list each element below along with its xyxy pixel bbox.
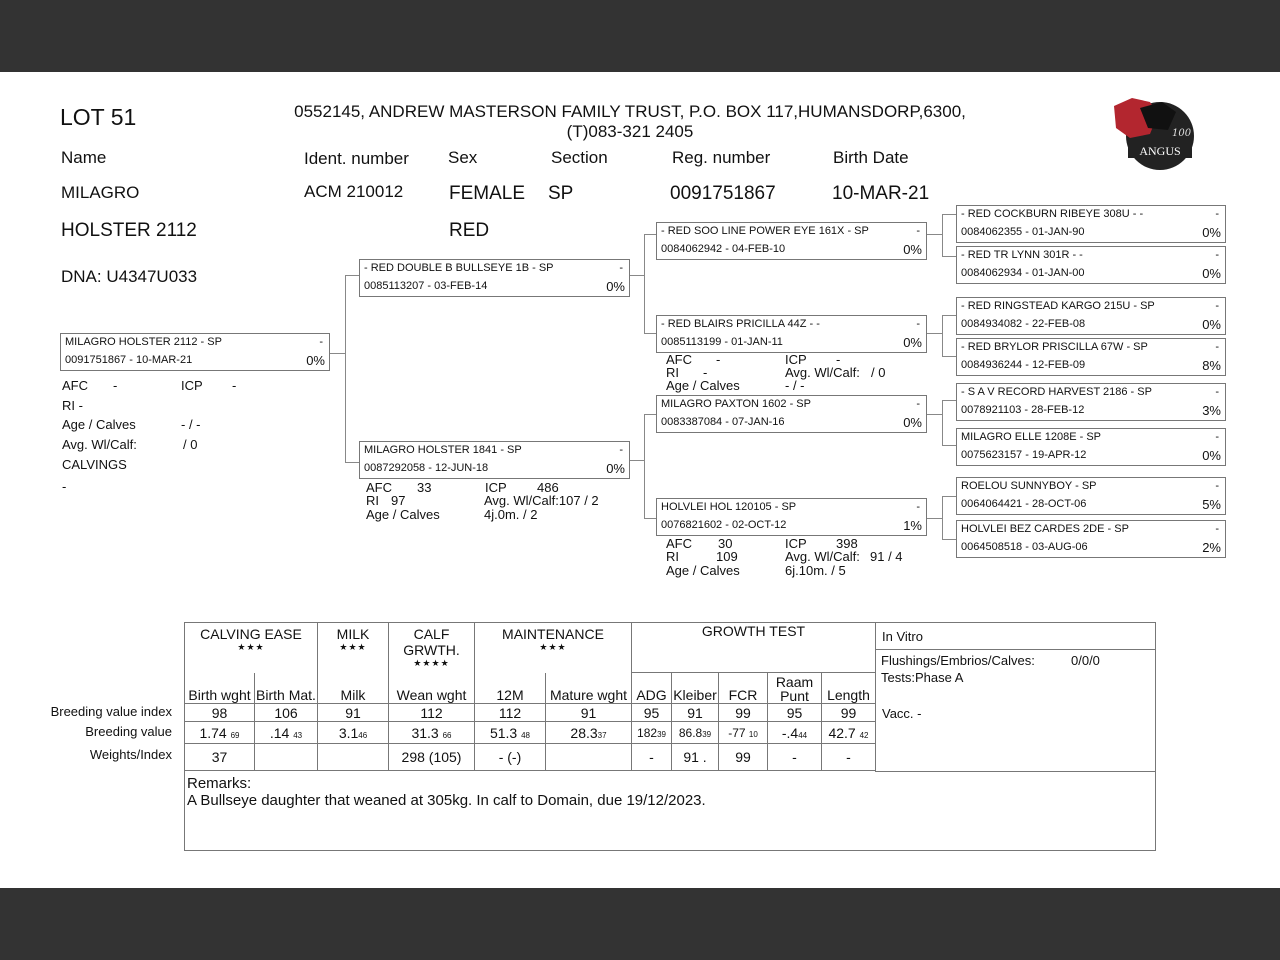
gg-reg: 0084934082 - 22-FEB-08 — [961, 318, 1086, 330]
dam-sire-name: MILAGRO PAXTON 1602 - SP — [661, 398, 811, 410]
dam-flag: - — [619, 444, 623, 456]
weight-cell: 91 . — [672, 744, 719, 771]
sire-dam-ri-label: RI — [666, 365, 679, 380]
gg-name: - RED COCKBURN RIBEYE 308U - - — [961, 208, 1144, 220]
connector — [345, 275, 346, 463]
viewer-bottom-bar — [0, 888, 1280, 960]
gg-pct: 0% — [1202, 266, 1221, 281]
connector — [942, 445, 956, 446]
col-header: ADG — [632, 673, 672, 704]
sire-dam-name: - RED BLAIRS PRICILLA 44Z - - — [661, 318, 820, 330]
connector — [629, 460, 644, 461]
subject-age-value: - / - — [181, 417, 201, 432]
great-grandparent-box[interactable] — [956, 477, 1226, 515]
gg-pct: 3% — [1202, 403, 1221, 418]
dam-avg: Avg. Wl/Calf:107 / 2 — [484, 493, 599, 508]
great-grandparent-box[interactable] — [956, 520, 1226, 558]
group-calving — [185, 623, 318, 673]
gg-name: ROELOU SUNNYBOY - SP — [961, 480, 1097, 492]
animal-name-2: HOLSTER 2112 — [61, 220, 197, 241]
weight-cell — [546, 744, 632, 771]
dam-ri-label: RI — [366, 493, 379, 508]
pedigree-page — [0, 72, 1280, 888]
dam-age-label: Age / Calves — [366, 507, 440, 522]
bv-accuracy: 48 — [521, 730, 531, 740]
weights-row — [185, 744, 876, 771]
gg-pct: 0% — [1202, 317, 1221, 332]
dam-sire-flag: - — [916, 398, 920, 410]
weight-cell: - — [768, 744, 822, 771]
index-cell: 112 — [389, 704, 475, 722]
dam-dam-icp-value: 398 — [836, 536, 858, 551]
gg-flag: - — [1215, 300, 1219, 312]
group-milk — [318, 623, 389, 673]
great-grandparent-box[interactable] — [956, 246, 1226, 284]
dam-dam-flag: - — [916, 501, 920, 513]
sire-dam-afc-label: AFC — [666, 352, 692, 367]
great-grandparent-box[interactable] — [956, 338, 1226, 376]
subject-avg-value: / 0 — [183, 437, 198, 452]
bv-cell — [389, 722, 475, 744]
gg-flag: - — [1215, 480, 1219, 492]
gg-reg: 0078921103 - 28-FEB-12 — [961, 404, 1085, 416]
connector — [644, 234, 656, 235]
great-grandparent-box[interactable] — [956, 428, 1226, 466]
bv-cell — [632, 722, 672, 744]
connector — [926, 414, 942, 415]
connector — [942, 214, 956, 215]
remarks-text: A Bullseye daughter that weaned at 305kg. In calf to Domain, due 19/12/2023. — [187, 792, 706, 809]
bv-accuracy: 39 — [702, 729, 712, 739]
divider — [876, 649, 1155, 650]
subject-ri: RI - — [62, 398, 83, 413]
remarks-label: Remarks: — [187, 775, 252, 792]
group-maint-label: MAINTENANCE — [502, 626, 604, 642]
calving-stars: ★★★ — [237, 642, 265, 652]
dam-dam-icp-label: ICP — [785, 536, 807, 551]
sire-reg: 0085113207 - 03-FEB-14 — [364, 280, 488, 292]
row-label-index: Breeding value index — [50, 704, 172, 719]
col-header: Kleiber — [672, 673, 719, 704]
group-calving-label: CALVING EASE — [200, 626, 302, 642]
bv-value: 86.8 — [678, 725, 703, 740]
flushings-value: 0/0/0 — [1071, 653, 1100, 668]
connector — [926, 518, 942, 519]
milk-stars: ★★★ — [339, 642, 367, 652]
dam-icp-label: ICP — [485, 480, 507, 495]
gg-reg: 0064064421 - 28-OCT-06 — [961, 498, 1087, 510]
gg-reg: 0084062355 - 01-JAN-90 — [961, 226, 1085, 238]
col-header: Length — [822, 673, 876, 704]
connector — [926, 234, 942, 235]
animal-birth: 10-MAR-21 — [832, 183, 930, 204]
connector — [644, 333, 656, 334]
group-calf — [389, 623, 475, 673]
index-cell: 112 — [475, 704, 546, 722]
weight-cell — [318, 744, 389, 771]
gg-flag: - — [1215, 386, 1219, 398]
connector — [644, 414, 645, 519]
dam-dam-box[interactable] — [656, 498, 927, 536]
bv-value: 42.7 — [828, 724, 856, 741]
bv-cell — [185, 722, 255, 744]
connector — [942, 400, 943, 445]
connector — [926, 333, 942, 334]
connector — [329, 353, 345, 354]
gg-pct: 8% — [1202, 358, 1221, 373]
tests-value: Tests:Phase A — [881, 670, 964, 685]
dam-dam-reg: 0076821602 - 02-OCT-12 — [661, 519, 787, 531]
flushings-label: Flushings/Embrios/Calves: — [881, 653, 1035, 668]
bv-value: 28.3 — [570, 724, 598, 741]
section-label: Section — [551, 148, 608, 167]
subject-name: MILAGRO HOLSTER 2112 - SP — [65, 336, 222, 348]
bv-accuracy: 37 — [597, 730, 607, 740]
dam-dam-age-label: Age / Calves — [666, 563, 740, 578]
index-cell: 98 — [185, 704, 255, 722]
gg-reg: 0084936244 - 12-FEB-09 — [961, 359, 1086, 371]
bv-accuracy: 44 — [798, 730, 808, 740]
subject-reg: 0091751867 - 10-MAR-21 — [65, 354, 193, 366]
sire-dam-icp-value: - — [836, 352, 841, 367]
connector — [629, 275, 644, 276]
weight-cell: 298 (105) — [389, 744, 475, 771]
connector — [942, 496, 943, 539]
logo-text: ANGUS — [1139, 144, 1181, 158]
bv-cell — [822, 722, 876, 744]
dam-reg: 0087292058 - 12-JUN-18 — [364, 462, 489, 474]
reg-label: Reg. number — [672, 148, 771, 167]
col-header: 12M — [475, 673, 546, 704]
dam-dam-avg-label: Avg. Wl/Calf: — [785, 549, 860, 564]
bv-value: 182 — [637, 725, 658, 740]
bv-cell — [768, 722, 822, 744]
sire-sire-reg: 0084062942 - 04-FEB-10 — [661, 243, 786, 255]
breeding-value-table — [184, 622, 876, 771]
owner-line-1: 0552145, ANDREW MASTERSON FAMILY TRUST, P.O. BOX 117,HUMANSDORP,6300, — [294, 102, 966, 121]
bv-value: -.4 — [781, 724, 799, 741]
animal-name-1: MILAGRO — [61, 183, 140, 202]
bv-accuracy: 42 — [859, 730, 869, 740]
dam-dam-name: HOLVLEI HOL 120105 - SP — [661, 501, 797, 513]
connector — [942, 539, 956, 540]
bv-cell — [672, 722, 719, 744]
gg-name: - S A V RECORD HARVEST 2186 - SP — [961, 386, 1152, 398]
sire-sire-flag: - — [916, 225, 920, 237]
weight-cell: - — [632, 744, 672, 771]
weight-cell: - — [822, 744, 876, 771]
connector — [345, 275, 359, 276]
index-cell: 106 — [255, 704, 318, 722]
col-header: Birth Mat. — [255, 673, 318, 704]
bv-accuracy: 46 — [358, 730, 368, 740]
gg-name: HOLVLEI BEZ CARDES 2DE - SP — [961, 523, 1129, 535]
breeding-value-row — [185, 722, 876, 744]
gg-flag: - — [1215, 523, 1219, 535]
subject-afc-value: - — [113, 378, 118, 393]
col-header: Mature wght — [546, 673, 632, 704]
gg-reg: 0064508518 - 03-AUG-06 — [961, 541, 1088, 553]
sire-sire-pct: 0% — [903, 242, 922, 257]
subject-age-label: Age / Calves — [62, 417, 136, 432]
dam-age-value: 4j.0m. / 2 — [484, 507, 538, 522]
connector — [942, 315, 956, 316]
sire-dam-pct: 0% — [903, 335, 922, 350]
animal-ident: ACM 210012 — [304, 182, 404, 201]
great-grandparent-box[interactable] — [956, 205, 1226, 243]
gg-reg: 0075623157 - 19-APR-12 — [961, 449, 1087, 461]
subject-avg-label: Avg. Wl/Calf: — [62, 437, 137, 452]
sire-flag: - — [619, 262, 623, 274]
vacc-value: Vacc. - — [882, 706, 922, 721]
gg-flag: - — [1215, 341, 1219, 353]
viewer-top-bar — [0, 0, 1280, 72]
gg-name: - RED RINGSTEAD KARGO 215U - SP — [961, 300, 1155, 312]
calf-stars: ★★★★ — [413, 658, 450, 668]
bv-value: 1.74 — [199, 724, 227, 741]
gg-flag: - — [1215, 249, 1219, 261]
dam-name: MILAGRO HOLSTER 1841 - SP — [364, 444, 522, 456]
sire-pct: 0% — [606, 279, 625, 294]
animal-colour: RED — [449, 220, 490, 241]
connector — [942, 400, 956, 401]
angus-logo — [1110, 94, 1196, 176]
sire-dam-box[interactable] — [656, 315, 927, 353]
bv-value: -77 — [728, 725, 746, 740]
calvings-value: - — [62, 479, 67, 494]
weight-cell: 99 — [719, 744, 768, 771]
index-cell: 99 — [822, 704, 876, 722]
subject-flag: - — [319, 336, 323, 348]
subject-icp-label: ICP — [181, 378, 203, 393]
connector — [644, 414, 656, 415]
gg-pct: 2% — [1202, 540, 1221, 555]
index-cell: 91 — [672, 704, 719, 722]
gg-name: MILAGRO ELLE 1208E - SP — [961, 431, 1102, 443]
group-milk-label: MILK — [336, 626, 370, 642]
maint-stars: ★★★ — [539, 642, 567, 652]
row-label-bv: Breeding value — [85, 724, 172, 739]
group-calf-label: CALF GRWTH. — [403, 626, 460, 658]
dam-icp-value: 486 — [537, 480, 559, 495]
sire-sire-box[interactable] — [656, 222, 927, 260]
connector — [942, 356, 956, 357]
in-vitro-panel — [875, 622, 1156, 772]
bv-cell — [255, 722, 318, 744]
dam-sire-pct: 0% — [903, 415, 922, 430]
group-growth-label: GROWTH TEST — [701, 623, 806, 639]
group-growth — [632, 623, 876, 673]
col-header: Wean wght — [389, 673, 475, 704]
sire-name: - RED DOUBLE B BULLSEYE 1B - SP — [364, 262, 554, 274]
sire-sire-name: - RED SOO LINE POWER EYE 161X - SP — [661, 225, 869, 237]
dam-dam-afc-value: 30 — [718, 536, 733, 551]
index-cell: 95 — [632, 704, 672, 722]
connector — [942, 256, 956, 257]
remarks-box — [184, 770, 1156, 851]
index-cell: 91 — [318, 704, 389, 722]
dam-dam-ri-label: RI — [666, 549, 679, 564]
animal-sex: FEMALE — [449, 183, 526, 204]
gg-pct: 0% — [1202, 448, 1221, 463]
weight-cell — [255, 744, 318, 771]
owner-details — [270, 102, 990, 142]
col-header: FCR — [719, 673, 768, 704]
bv-value: 31.3 — [411, 724, 439, 741]
great-grandparent-box[interactable] — [956, 297, 1226, 335]
bv-cell — [475, 722, 546, 744]
gg-pct: 5% — [1202, 497, 1221, 512]
gg-pct: 0% — [1202, 225, 1221, 240]
dam-afc-value: 33 — [417, 480, 432, 495]
calvings-label: CALVINGS — [62, 457, 127, 472]
dam-dam-ri-value: 109 — [716, 549, 738, 564]
bv-cell — [318, 722, 389, 744]
index-row — [185, 704, 876, 722]
bv-accuracy: 39 — [657, 729, 666, 739]
bv-value: 51.3 — [489, 724, 518, 741]
dam-dam-age-value: 6j.10m. / 5 — [785, 563, 846, 578]
dam-pct: 0% — [606, 461, 625, 476]
bv-accuracy: 10 — [748, 729, 758, 739]
subject-afc-label: AFC — [62, 378, 88, 393]
sire-dam-afc-value: - — [716, 352, 721, 367]
connector — [942, 496, 956, 497]
index-cell: 99 — [719, 704, 768, 722]
col-header: Birth wght — [185, 673, 255, 704]
bv-cell — [719, 722, 768, 744]
weight-cell: - (-) — [475, 744, 546, 771]
sire-dam-flag: - — [916, 318, 920, 330]
gg-name: - RED TR LYNN 301R - - — [961, 249, 1083, 261]
connector — [345, 462, 359, 463]
in-vitro-title: In Vitro — [882, 629, 923, 644]
bv-accuracy: 66 — [442, 730, 452, 740]
connector — [644, 518, 656, 519]
gg-flag: - — [1215, 208, 1219, 220]
sex-label: Sex — [448, 148, 478, 167]
weight-cell: 37 — [185, 744, 255, 771]
subject-pct: 0% — [306, 353, 325, 368]
col-header: Milk — [318, 673, 389, 704]
connector — [644, 234, 645, 334]
sire-dam-age-value: - / - — [785, 378, 805, 393]
sire-dam-age-label: Age / Calves — [666, 378, 740, 393]
dam-afc-label: AFC — [366, 480, 392, 495]
index-cell: 91 — [546, 704, 632, 722]
group-maint — [475, 623, 632, 673]
connector — [942, 315, 943, 356]
row-label-weights: Weights/Index — [89, 747, 172, 762]
animal-reg: 0091751867 — [670, 183, 776, 204]
bv-accuracy: 69 — [230, 730, 240, 740]
owner-line-2: (T)083-321 2405 — [566, 122, 694, 141]
connector — [942, 214, 943, 256]
animal-dna: DNA: U4347U033 — [61, 267, 198, 286]
name-label: Name — [61, 148, 107, 167]
dam-ri-value: 97 — [391, 493, 406, 508]
bv-accuracy: 43 — [293, 730, 303, 740]
subject-icp-value: - — [232, 378, 237, 393]
dam-dam-avg-value: 91 / 4 — [870, 549, 903, 564]
dam-sire-box[interactable] — [656, 395, 927, 433]
gg-name: - RED BRYLOR PRISCILLA 67W - SP — [961, 341, 1148, 353]
svg-text:100: 100 — [1172, 128, 1192, 139]
sire-dam-avg-label: Avg. Wl/Calf: — [785, 365, 860, 380]
subject-pedigree-box[interactable] — [60, 333, 330, 371]
sire-box[interactable] — [359, 259, 630, 297]
bv-cell — [546, 722, 632, 744]
dam-dam-pct: 1% — [903, 518, 922, 533]
index-cell: 95 — [768, 704, 822, 722]
animal-section: SP — [548, 183, 574, 204]
sire-dam-avg-value: / 0 — [871, 365, 886, 380]
dam-sire-reg: 0083387084 - 07-JAN-16 — [661, 416, 785, 428]
gg-reg: 0084062934 - 01-JAN-00 — [961, 267, 1085, 279]
lot-number: LOT 51 — [60, 104, 137, 130]
gg-flag: - — [1215, 431, 1219, 443]
col-header: Raam Punt — [768, 673, 822, 704]
birth-label: Birth Date — [833, 148, 909, 167]
sire-dam-ri-value: - — [703, 365, 708, 380]
ident-label: Ident. number — [304, 149, 409, 168]
bv-value: .14 — [269, 724, 290, 741]
bv-value: 3.1 — [338, 724, 359, 741]
dam-box[interactable] — [359, 441, 630, 479]
sire-dam-reg: 0085113199 - 01-JAN-11 — [661, 336, 783, 348]
column-header-row — [185, 673, 876, 704]
dam-dam-afc-label: AFC — [666, 536, 692, 551]
sire-dam-icp-label: ICP — [785, 352, 807, 367]
great-grandparent-box[interactable] — [956, 383, 1226, 421]
